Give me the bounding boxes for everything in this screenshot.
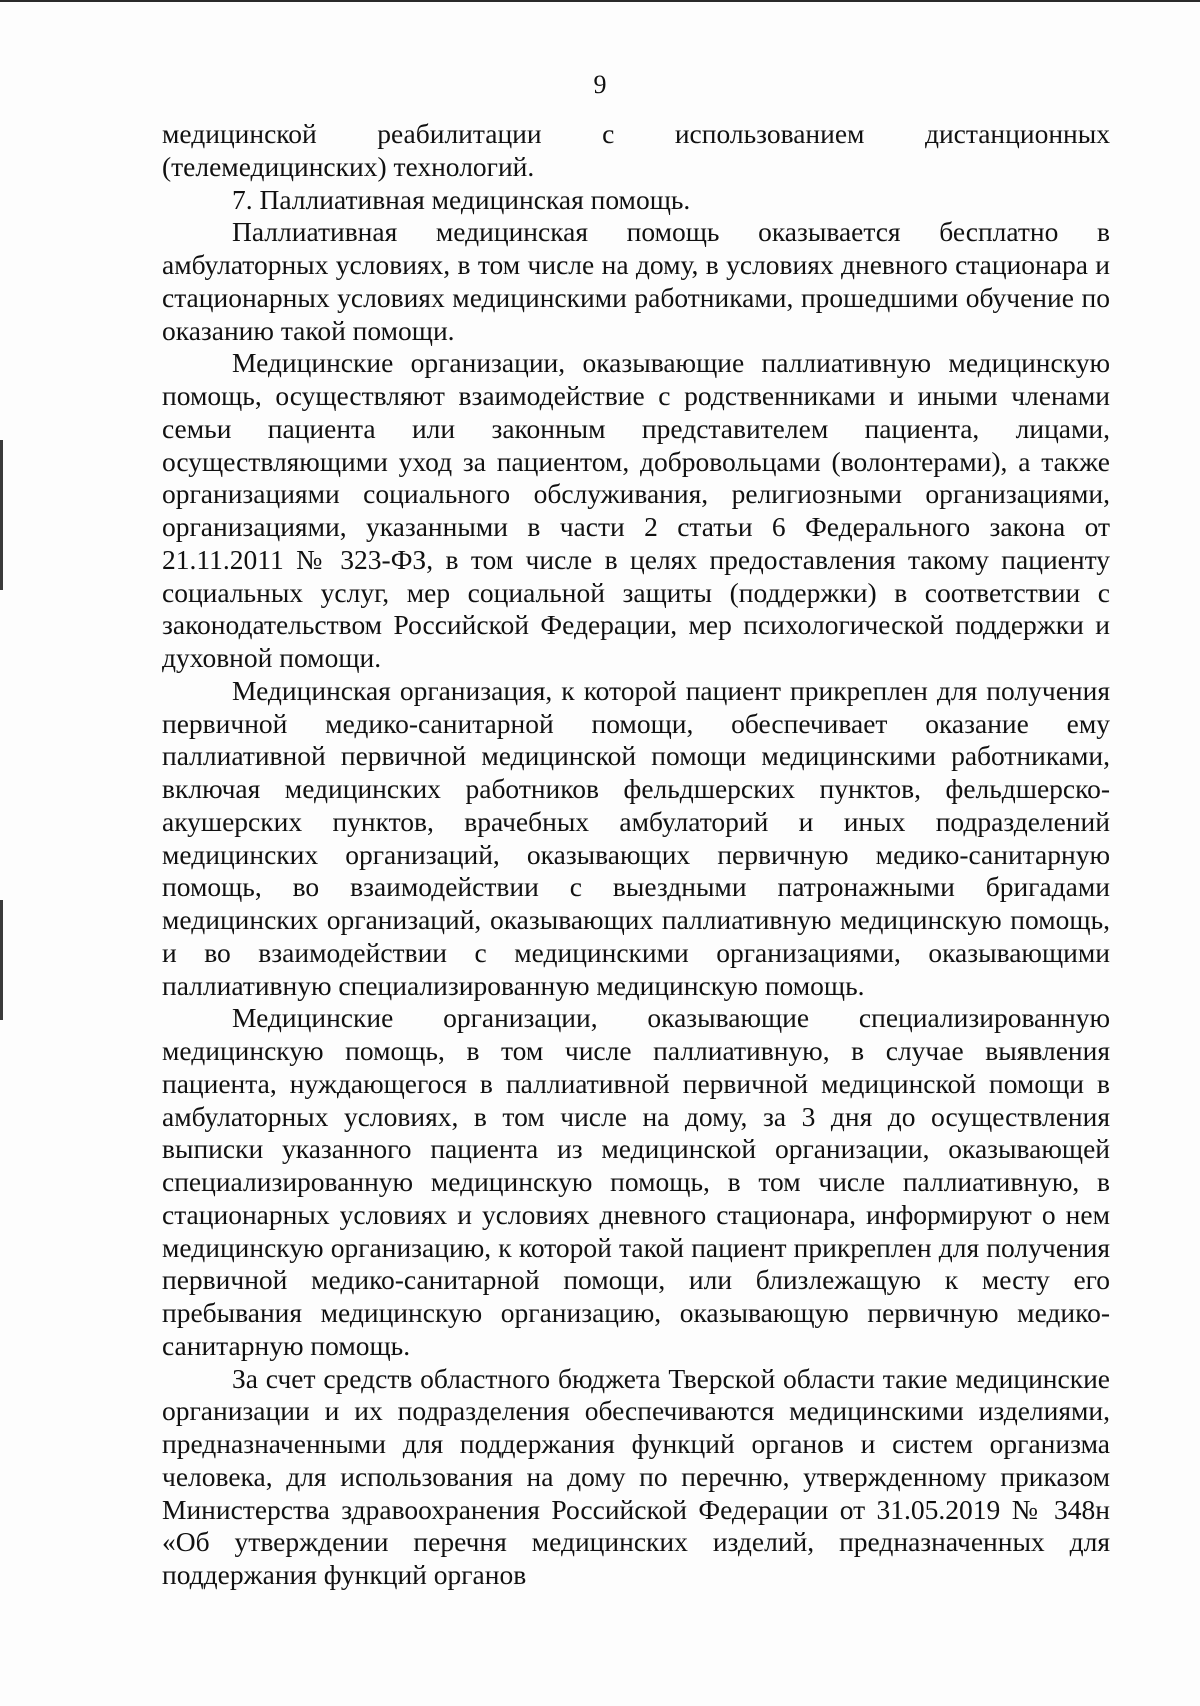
paragraph: Медицинская организация, к которой пациент прикреплен для получения первичной медико-санитарной помощи, обеспечивает оказание ему паллиативной первичной медицинской помощи медицинскими работниками, включая медицинских работников фельдшерских пунктов, фельдшерско-акушерских пунктов, врачебных амбулаторий и иных подразделений медицинских организаций, оказывающих первичную медико-санитарную помощь, во взаимодействии с выездными патронажными бригадами медицинских организаций, оказывающих паллиативную медицинскую помощь, и во взаимодействии с медицинскими организациями, оказывающими паллиативную специализированную медицинскую помощь. xyxy=(162,674,1110,1001)
paragraph: За счет средств областного бюджета Тверской области такие медицинские организации и их подразделения обеспечиваются медицинскими изделиями, предназначенными для поддержания функций органов и систем организма человека, для использования на дому по перечню, утвержденному приказом Министерства здравоохранения Российской Федерации от 31.05.2019 № 348н «Об утверждении перечня медицинских изделий, предназначенных для поддержания функций органов xyxy=(162,1362,1110,1590)
scan-left-edge xyxy=(0,440,3,590)
document-body xyxy=(162,118,1110,1592)
paragraph: Паллиативная медицинская помощь оказывается бесплатно в амбулаторных условиях, в том числе на дому, в условиях дневного стационара и стационарных условиях медицинскими работниками, прошедшими обучение по оказанию такой помощи. xyxy=(162,216,1110,346)
paragraph: Медицинские организации, оказывающие специализированную медицинскую помощь, в том числе паллиативную, в случае выявления пациента, нуждающегося в паллиативной первичной медицинской помощи в амбулаторных условиях, в том числе на дому, за 3 дня до осуществления выписки указанного пациента из медицинской организации, оказывающей специализированную медицинскую помощь, в том числе паллиативную, в стационарных условиях и условиях дневного стационара, информируют о нем медицинскую организацию, к которой такой пациент прикреплен для получения первичной медико-санитарной помощи, или близлежащую к месту его пребывания медицинскую организацию, оказывающую первичную медико-санитарную помощь. xyxy=(162,1002,1110,1361)
paragraph: Медицинские организации, оказывающие паллиативную медицинскую помощь, осуществляют взаимодействие с родственниками и иными членами семьи пациента или законным представителем пациента, лицами, осуществляющими уход за пациентом, добровольцами (волонтерами), а также организациями социального обслуживания, религиозными организациями, организациями, указанными в части 2 статьи 6 Федерального закона от 21.11.2011 № 323-ФЗ, в том числе в целях предоставления такому пациенту социальных услуг, мер социальной защиты (поддержки) в соответствии с законодательством Российской Федерации, мер психологической поддержки и духовной помощи. xyxy=(162,347,1110,673)
paragraph: медицинской реабилитации с использованием дистанционных (телемедицинских) технологий. xyxy=(162,118,1110,182)
page-number: 9 xyxy=(593,70,607,99)
section-heading: 7. Паллиативная медицинская помощь. xyxy=(232,183,691,215)
scan-top-edge xyxy=(0,0,1200,2)
scan-left-edge xyxy=(0,900,3,1020)
